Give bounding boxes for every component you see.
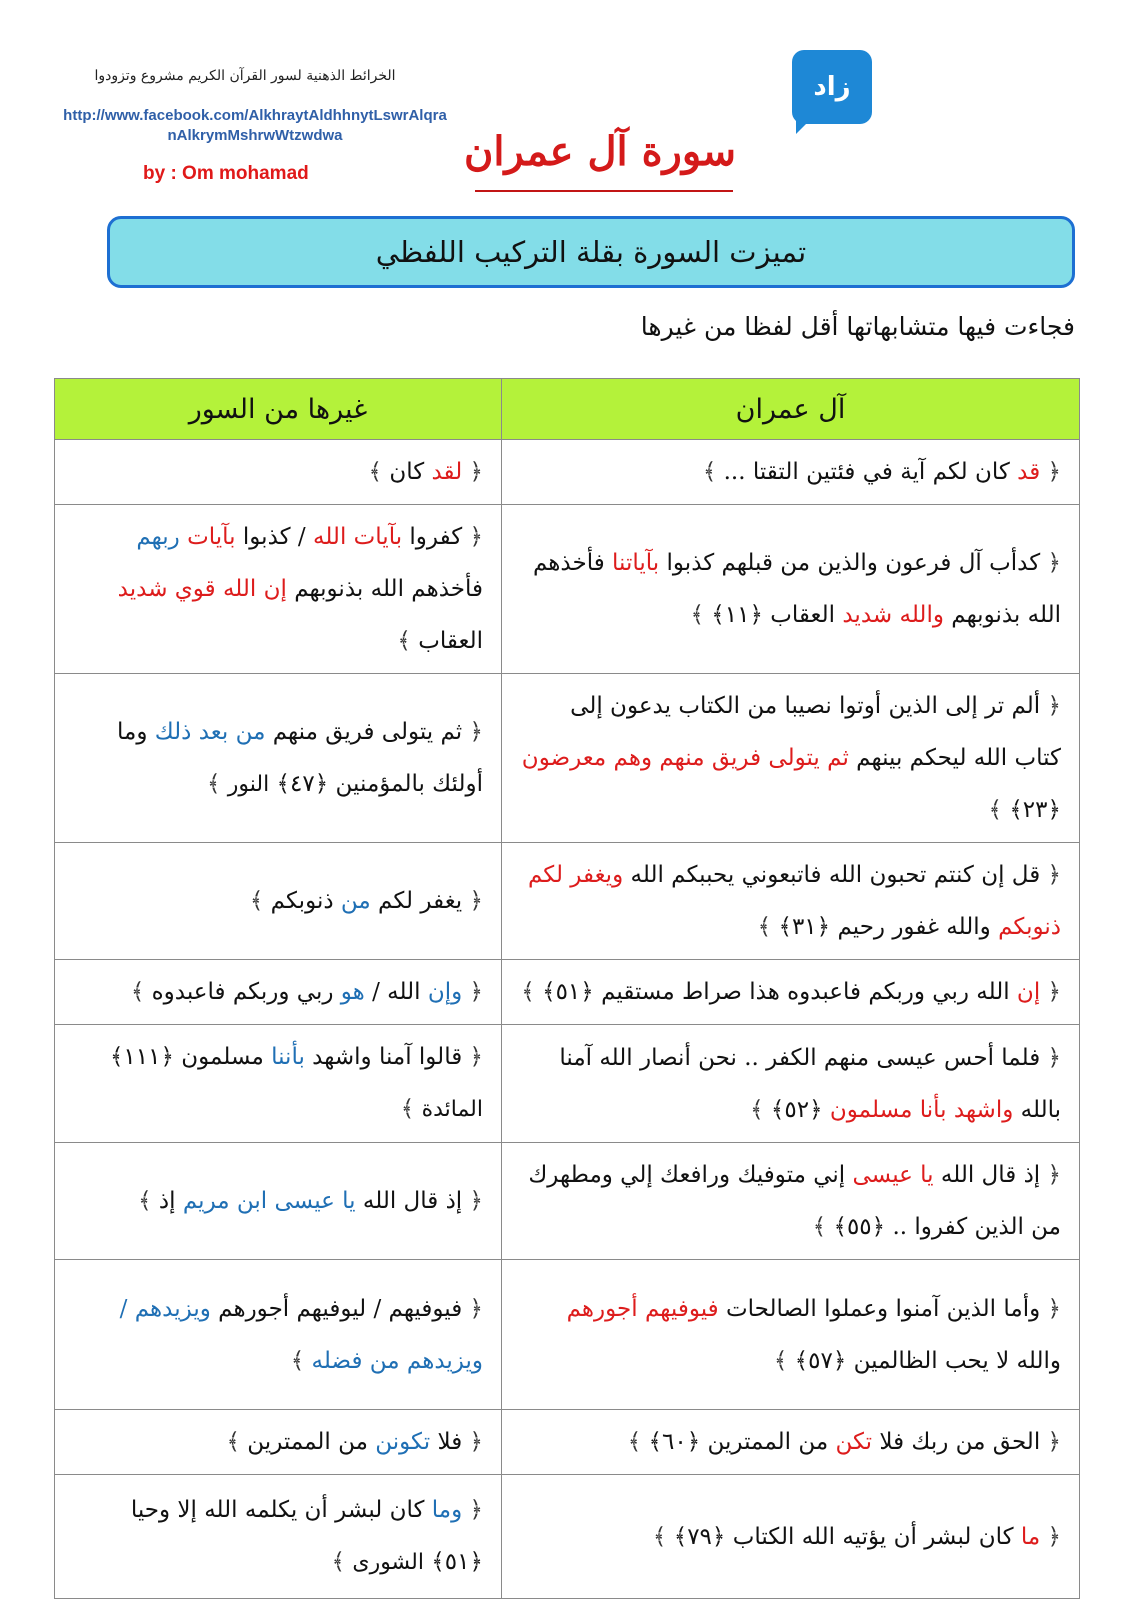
verse-text: الحق من ربك فلا [872,1429,1041,1455]
surah-name: الشورى [352,1550,424,1575]
table-row [55,1260,1080,1410]
table-row [55,440,1080,505]
table-row [55,1143,1080,1260]
verse-text: من الممترين [247,1429,376,1455]
al-imran-verse-cell [502,1260,1080,1410]
ornate-bracket-close-icon: ﴾ [627,1429,649,1455]
ornate-bracket-close-icon: ﴾ [988,797,1010,823]
intro-text: فجاءت فيها متشابهاتها أقل لفظا من غيرها [640,312,1075,341]
surah-title: سورة آل عمران [463,128,737,175]
al-imran-verse-cell [502,843,1080,960]
other-surah-verse-cell [55,1025,502,1143]
facebook-url[interactable] [20,106,490,146]
verse-text: كان لبشر أن يؤتيه الله الكتاب ﴿٧٩﴾ [673,1523,1021,1550]
verse-text: كفروا [402,524,463,550]
highlighted-word: لقد [431,459,463,485]
verse-text: كان [389,459,432,485]
verse-text: الله / [364,979,428,1005]
ornate-bracket-open-icon: ﴿ [462,1295,483,1322]
other-surah-verse-cell [55,1260,502,1410]
verse-text: إذ قال الله [933,1162,1041,1188]
facebook-url-line2[interactable]: nAlkrymMshrwWtzwdwa [167,127,343,144]
highlighted-word: إن الله قوي شديد [117,576,287,602]
verse-text: قالوا آمنا واشهد [304,1044,463,1070]
ornate-bracket-close-icon: ﴾ [331,1549,353,1575]
highlighted-word: وما [431,1497,463,1523]
ornate-bracket-close-icon: ﴾ [397,628,419,654]
highlighted-word: بآياتنا [612,550,660,576]
other-surah-verse-cell [55,505,502,674]
al-imran-verse-cell [502,440,1080,505]
facebook-url-line1[interactable]: http://www.facebook.com/AlkhraytAldhhnytLswrAlqra [63,107,447,124]
verse-text: ثم يتولى فريق منهم [265,718,463,745]
surah-name: النور [227,771,270,797]
ornate-bracket-close-icon: ﴾ [290,1347,312,1374]
highlighted-word: بآيات الله [312,524,403,550]
ornate-bracket-open-icon: ﴿ [462,1044,483,1070]
ornate-bracket-open-icon: ﴿ [1040,1295,1061,1322]
ornate-bracket-open-icon: ﴿ [1040,979,1061,1005]
theme-banner [107,216,1075,288]
header-al-imran: آل عمران [502,379,1080,440]
ornate-bracket-close-icon: ﴾ [207,770,228,797]
highlighted-word: تكونن [375,1429,431,1455]
ornate-bracket-close-icon: ﴾ [249,888,271,914]
highlighted-word: وإن [427,979,463,1005]
table-header-row [55,379,1080,440]
verse-text: ألم تر إلى الذين أوتوا نصيبا من الكتاب يدعون إلى كتاب الله ليحكم بينهم [570,693,1061,771]
ornate-bracket-close-icon: ﴾ [757,914,779,940]
ornate-bracket-open-icon: ﴿ [1040,1523,1061,1550]
ornate-bracket-open-icon: ﴿ [1040,1429,1061,1455]
verse-text: قل إن كنتم تحبون الله فاتبعوني يحببكم الله [623,862,1041,888]
comparison-table [54,378,1080,1599]
ornate-bracket-open-icon: ﴿ [462,888,483,914]
table-body [55,440,1080,1599]
highlighted-word: إن [1016,979,1041,1005]
al-imran-verse-cell [502,674,1080,843]
ornate-bracket-open-icon: ﴿ [1040,550,1061,576]
ornate-bracket-close-icon: ﴾ [138,1188,159,1214]
table-row [55,960,1080,1025]
ornate-bracket-close-icon: ﴾ [130,979,152,1005]
verse-text: والله لا يحب الظالمين ﴿٥٧﴾ [794,1347,1061,1374]
highlighted-word: ويزيدهم / ويزيدهم من فضله [119,1295,483,1374]
ornate-bracket-open-icon: ﴿ [1040,1044,1061,1071]
banner-text: تميزت السورة بقلة التركيب اللفظي [375,235,807,269]
ornate-bracket-open-icon: ﴿ [1040,1162,1061,1188]
ornate-bracket-close-icon: ﴾ [226,1429,248,1455]
verse-text: والله غفور رحيم ﴿٣١﴾ [778,914,999,940]
highlighted-word: بآيات [187,524,236,550]
highlighted-word: ما [1020,1523,1041,1550]
verse-text: إذ [158,1188,183,1214]
ornate-bracket-open-icon: ﴿ [462,524,483,550]
highlighted-word: هو [340,979,365,1005]
highlighted-word: تكن [835,1429,873,1455]
other-surah-verse-cell [55,1475,502,1599]
verse-text: فأخذهم الله بذنوبهم [286,576,483,602]
ornate-bracket-close-icon: ﴾ [652,1523,674,1550]
verse-text: كان لكم آية في فئتين التقتا ... [723,459,1018,485]
verse-text: فأخذهم الله بذنوبهم [532,550,1061,628]
al-imran-verse-cell [502,1143,1080,1260]
table-row [55,1475,1080,1599]
highlighted-word: واشهد بأنا مسلمون [829,1096,1014,1123]
ornate-bracket-open-icon: ﴿ [462,979,483,1005]
ornate-bracket-close-icon: ﴾ [521,979,543,1005]
zad-logo [792,50,872,124]
ornate-bracket-close-icon: ﴾ [812,1214,834,1240]
ornate-bracket-close-icon: ﴾ [400,1096,422,1122]
verse-text: / كذبوا [235,524,313,550]
ornate-bracket-open-icon: ﴿ [462,459,483,485]
ornate-bracket-open-icon: ﴿ [1040,693,1061,719]
ornate-bracket-close-icon: ﴾ [750,1096,771,1123]
al-imran-verse-cell [502,1475,1080,1599]
verse-text: ربي وربكم فاعبدوه [151,979,341,1005]
al-imran-verse-cell [502,505,1080,674]
highlighted-word: بأننا [271,1044,305,1070]
highlighted-word: فيوفيهم أجورهم [566,1295,719,1322]
highlighted-word: يا عيسى ابن مريم [182,1188,356,1214]
ornate-bracket-open-icon: ﴿ [462,718,483,745]
highlighted-word: ثم يتولى فريق منهم وهم معرضون [521,745,849,771]
highlighted-word: ويغفر لكم ذنوبكم [527,862,1061,940]
highlighted-word: من بعد ذلك [154,718,266,745]
other-surah-verse-cell [55,843,502,960]
verse-text: ذنوبكم [270,888,341,914]
other-surah-verse-cell [55,674,502,843]
other-surah-verse-cell [55,960,502,1025]
highlighted-word: ربهم [136,524,188,550]
highlighted-word: من [340,888,371,914]
verse-text: إذ قال الله [355,1188,463,1214]
verse-text: العقاب [418,628,483,654]
verse-text: إني متوفيك ورافعك إلي ومطهرك من الذين كفروا .. ﴿٥٥﴾ [528,1162,1061,1240]
verse-text: ﴿٢٣﴾ [1009,797,1061,823]
ornate-bracket-open-icon: ﴿ [1040,862,1061,888]
other-surah-verse-cell [55,1143,502,1260]
al-imran-verse-cell [502,960,1080,1025]
table-row [55,1410,1080,1475]
table-row [55,843,1080,960]
al-imran-verse-cell [502,1025,1080,1143]
verse-text: فلا [430,1429,463,1455]
ornate-bracket-open-icon: ﴿ [462,1497,483,1523]
verse-text: العقاب ﴿١١﴾ [711,602,843,628]
verse-text: من الممترين ﴿٦٠﴾ [648,1429,836,1455]
ornate-bracket-close-icon: ﴾ [773,1347,795,1374]
ornate-bracket-close-icon: ﴾ [702,459,724,485]
title-underline [475,190,733,192]
verse-text: وما أولئك بالمؤمنين ﴿٤٧﴾ [117,718,483,797]
verse-text: فيوفيهم / ليوفيهم أجورهم [210,1295,463,1322]
ornate-bracket-close-icon: ﴾ [690,602,712,628]
highlighted-word: يا عيسى [852,1162,934,1188]
highlighted-word: قد [1017,459,1041,485]
ornate-bracket-open-icon: ﴿ [1040,459,1061,485]
other-surah-verse-cell [55,440,502,505]
ornate-bracket-open-icon: ﴿ [462,1188,483,1214]
verse-text: ﴿٥٢﴾ [770,1096,830,1123]
verse-text: كدأب آل فرعون والذين من قبلهم كذبوا [659,550,1041,576]
verse-text: كان لبشر أن يكلمه الله إلا وحيا ﴿٥١﴾ [130,1497,483,1575]
surah-name: المائدة [421,1097,483,1122]
logo-text: زاد [813,72,851,102]
author-credit: by : Om mohamad [143,163,309,184]
al-imran-verse-cell [502,1410,1080,1475]
verse-text: الله ربي وربكم فاعبدوه هذا صراط مستقيم ﴿٥١﴾ [542,979,1017,1005]
ornate-bracket-open-icon: ﴿ [462,1429,483,1455]
project-title: الخرائط الذهنية لسور القرآن الكريم مشروع وتزودوا [94,68,396,84]
verse-text: يغفر لكم [370,888,463,914]
highlighted-word: والله شديد [842,602,944,628]
other-surah-verse-cell [55,1410,502,1475]
verse-text: مسلمون ﴿١١١﴾ [109,1044,272,1070]
verse-text: فلما أحس عيسى منهم الكفر .. نحن أنصار الله آمنا بالله [559,1044,1061,1123]
verse-text: وأما الذين آمنوا وعملوا الصالحات [718,1295,1041,1322]
table-row [55,1025,1080,1143]
header-other-surahs: غيرها من السور [55,379,502,440]
table-row [55,505,1080,674]
ornate-bracket-close-icon: ﴾ [368,459,390,485]
table-row [55,674,1080,843]
